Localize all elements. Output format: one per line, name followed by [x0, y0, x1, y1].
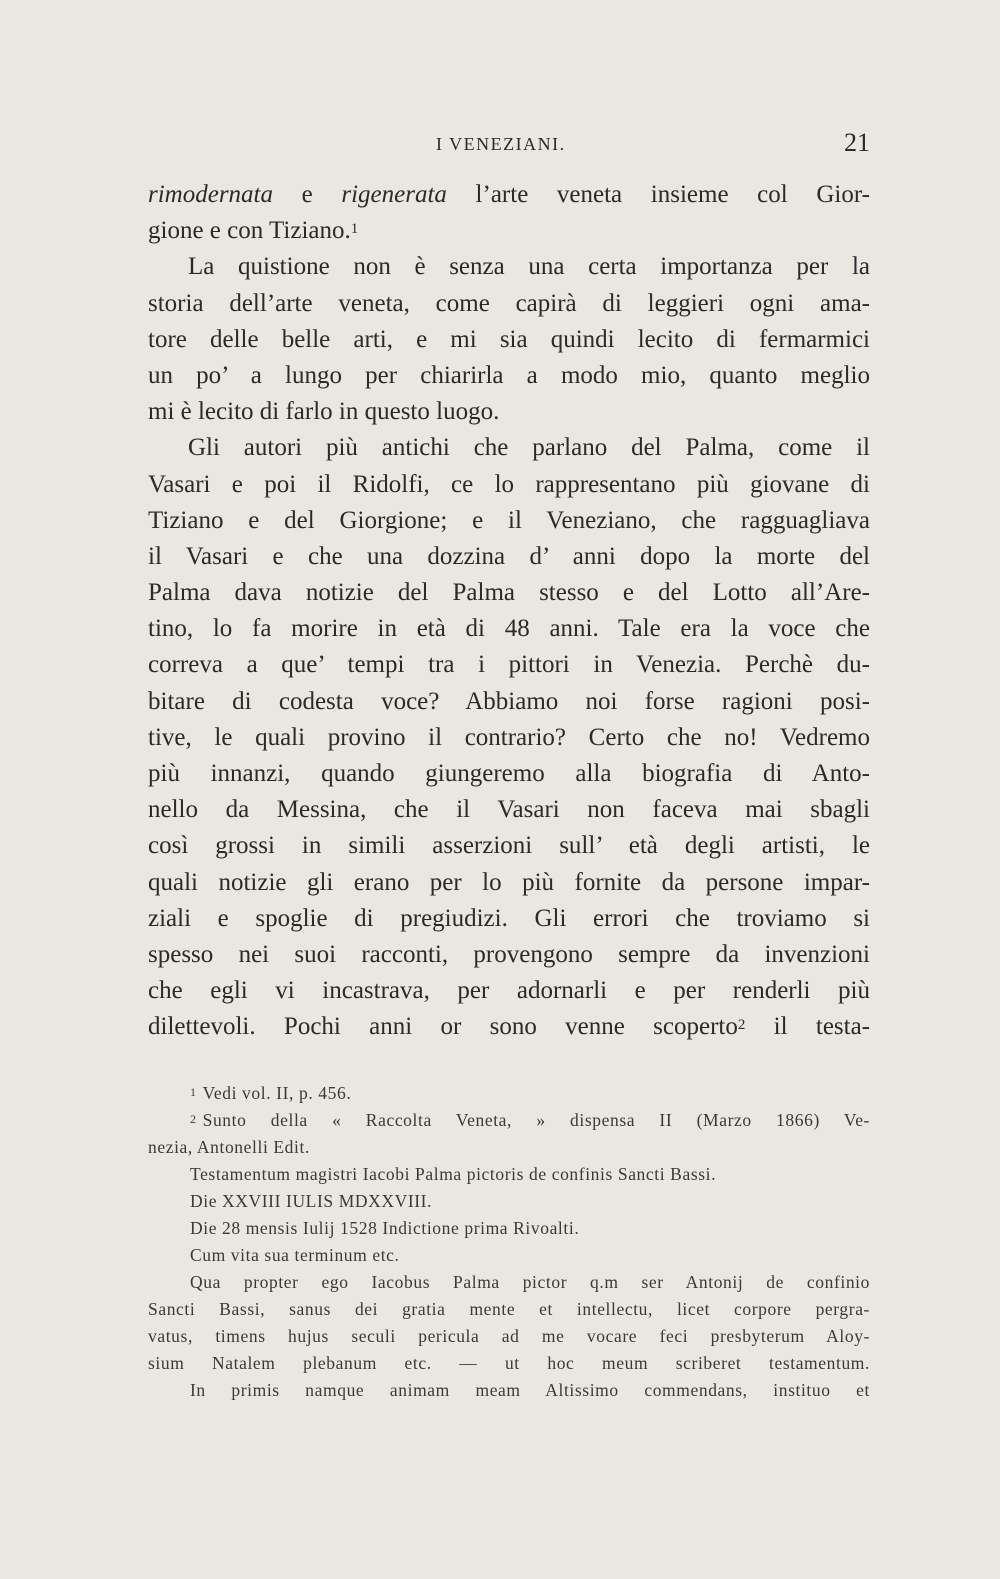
- text-line: mi è lecito di farlo in questo luogo.: [148, 398, 500, 426]
- text-line: dilettevoli. Pochi anni or sono venne scoperto$^2$ il testa-: [148, 1013, 871, 1041]
- text-line: che egli vi incastrava, per adornarli e per renderli più: [148, 977, 870, 1005]
- footnote-mark: 1: [190, 1085, 197, 1099]
- text-line: quali notizie gli erano per lo più fornite da persone impar-: [148, 868, 870, 896]
- text-line: spesso nei suoi racconti, provengono sempre da invenzioni: [148, 940, 870, 968]
- text-line: tino, lo fa morire in età di 48 anni. Tale era la voce che: [148, 615, 870, 643]
- page-number: 21: [844, 128, 870, 157]
- footnote-line: Testamentum magistri Iacobi Palma pictoris de confinis Sancti Bassi.: [190, 1164, 717, 1184]
- text-line: Vasari e poi il Ridolfi, ce lo rappresentano più giovane di: [148, 470, 870, 498]
- text-line: Gli autori più antichi che parlano del Palma, come il: [188, 434, 870, 462]
- footnote-line: In primis namque animam meam Altissimo commendans, instituo et: [190, 1380, 870, 1400]
- text-line: tore delle belle arti, e mi sia quindi lecito di fermarmici: [148, 325, 870, 353]
- text-line: più innanzi, quando giungeremo alla biografia di Anto-: [148, 760, 870, 787]
- text-line: un po’ a lungo per chiarirla a modo mio, quanto meglio: [148, 361, 870, 389]
- text-line: tive, le quali provino il contrario? Certo che no! Vedremo: [148, 723, 870, 751]
- text-line: rimodernata e rigenerata l’arte veneta insieme col Gior-: [148, 181, 870, 208]
- text-line: il Vasari e che una dozzina d’ anni dopo la morte del: [148, 542, 870, 570]
- text-line: La quistione non è senza una certa importanza per la: [188, 253, 870, 281]
- footnote-line: vatus, timens hujus seculi pericula ad me vocare feci presbyterum Aloy-: [148, 1326, 870, 1346]
- italic-term: rigenerata: [341, 181, 447, 208]
- footnote-line: Qua propter ego Iacobus Palma pictor q.m ser Antonij de confinio: [190, 1272, 870, 1292]
- footnote-2: $^2$ Sunto della « Raccolta Veneta, » dispensa II (Marzo 1866) Ve-: [190, 1110, 870, 1130]
- footnote-line: nezia, Antonelli Edit.: [148, 1137, 310, 1157]
- text-line: gione e con Tiziano.$^1$: [148, 217, 359, 245]
- body-text: [148, 177, 870, 1046]
- footnote-mark: 2: [190, 1112, 197, 1126]
- footnote-line: Sancti Bassi, sanus dei gratia mente et intellectu, licet corpore pergra-: [148, 1299, 870, 1319]
- footnote-line: Die 28 mensis Iulij 1528 Indictione prima Rivoalti.: [190, 1218, 580, 1238]
- footnote-line: sium Natalem plebanum etc. — ut hoc meum scriberet testamentum.: [148, 1353, 870, 1373]
- italic-term: rimodernata: [148, 181, 273, 208]
- running-title: I VENEZIANI.: [436, 134, 566, 154]
- text-line: correva a que’ tempi tra i pittori in Venezia. Perchè du-: [148, 651, 870, 679]
- footnote-line: Cum vita sua terminum etc.: [190, 1245, 400, 1265]
- footnote-reference: 2: [737, 1017, 746, 1034]
- text-line: ziali e spoglie di pregiudizi. Gli errori che troviamo si: [148, 904, 870, 932]
- footnote-line: Die XXVIII IULIS MDXXVIII.: [190, 1191, 433, 1211]
- text-line: bitare di codesta voce? Abbiamo noi forse ragioni posi-: [148, 687, 870, 715]
- text-line: storia dell’arte veneta, come capirà di leggieri ogni ama-: [148, 289, 870, 317]
- page-header: [148, 128, 870, 162]
- footnotes: [148, 1080, 870, 1404]
- footnote-1: $^1$ Vedi vol. II, p. 456.: [190, 1083, 352, 1103]
- text-line: così grossi in simili asserzioni sull’ età degli artisti, le: [148, 832, 870, 860]
- text-line: nello da Messina, che il Vasari non faceva mai sbagli: [148, 796, 870, 824]
- footnote-reference: 1: [350, 221, 359, 238]
- text-line: Palma dava notizie del Palma stesso e del Lotto all’Are-: [148, 579, 870, 607]
- text-line: Tiziano e del Giorgione; e il Veneziano, che ragguagliava: [148, 506, 870, 534]
